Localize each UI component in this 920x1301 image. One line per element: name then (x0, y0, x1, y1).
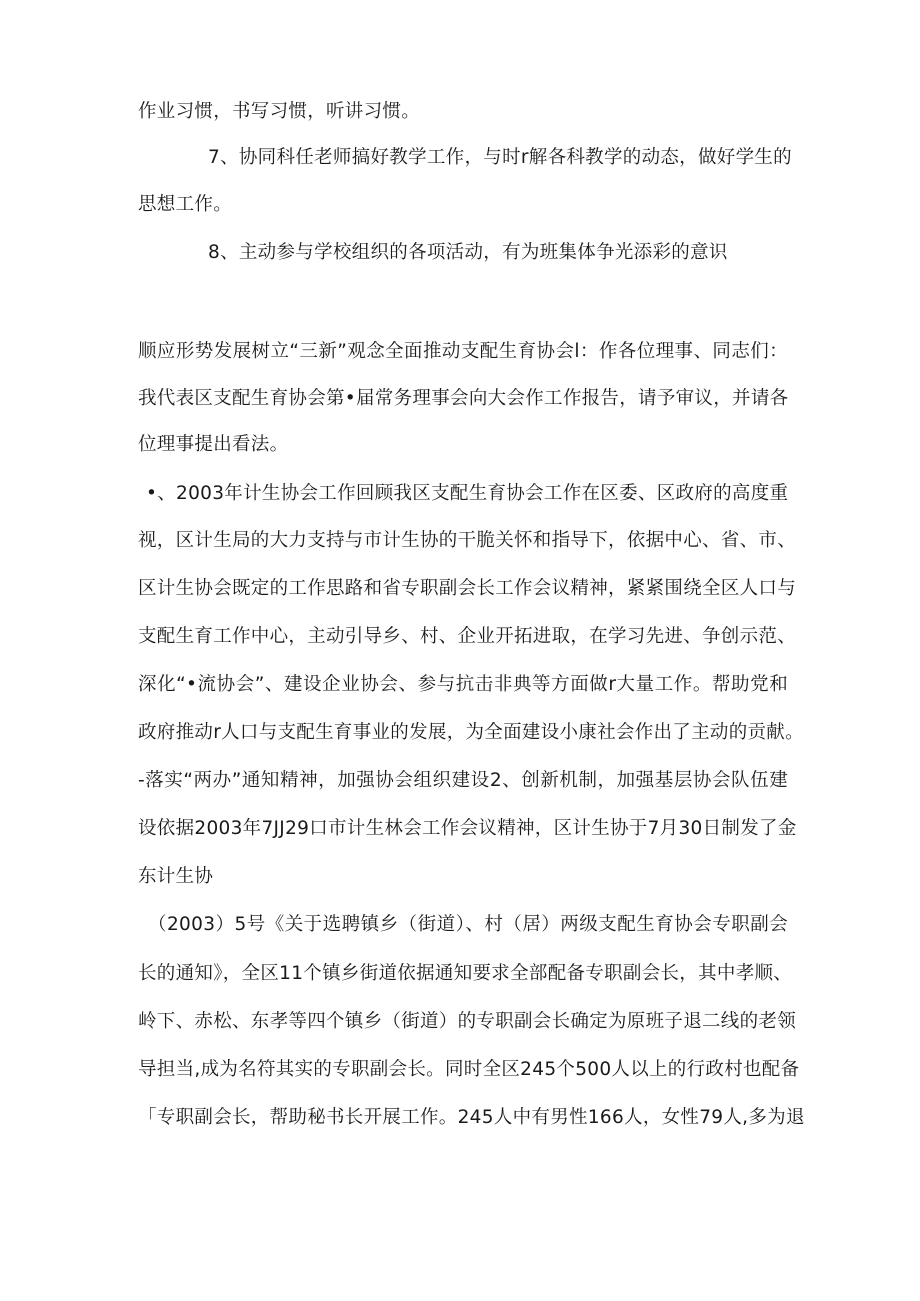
text-line-10: 区计生协会既定的工作思路和省专职副会长工作会议精神，紧紧围绕全区人口与 (138, 578, 797, 599)
text-line-21: 「专职副会长，帮助秘书长开展工作。245人中有男性166人，女性79人,多为退 (138, 1107, 805, 1128)
text-line-13: 政府推动r人口与支配生育事业的发展，为全面建设小康社会作出了主动的贡献。 (138, 722, 804, 743)
text-line-6: 我代表区支配生育协会第•届常务理事会向大会作工作报告，请予审议，并请各 (138, 388, 789, 409)
text-line-8: •、2003年计生协会工作回顾我区支配生育协会工作在区委、区政府的高度重 (146, 483, 789, 504)
text-line-12: 深化“•流协会”、建设企业协会、参与抗击非典等方面做r大量工作。帮助党和 (138, 674, 788, 695)
text-line-2: 7、协同科任老师搞好教学工作，与时r解各科教学的动态，做好学生的 (208, 147, 792, 168)
text-line-4: 8、主动参与学校组织的各项活动，有为班集体争光添彩的意识 (208, 242, 728, 263)
text-line-18: 长的通知》，全区11个镇乡街道依据通知要求全部配备专职副会长，其中孝顺、 (138, 963, 793, 984)
text-line-17: （2003）5号《关于选聘镇乡（街道）、村（居）两级支配生育协会专职副会 (148, 914, 788, 935)
text-line-3: 思想工作。 (138, 194, 233, 215)
text-line-1: 作业习惯，书写习惯，听讲习惯。 (138, 101, 421, 122)
text-line-20: 导担当,成为名符其实的专职副会长。同时全区245个500人以上的行政村也配备 (138, 1059, 800, 1080)
text-line-19: 岭下、赤松、东孝等四个镇乡（街道）的专职副会长确定为原班子退二线的老领 (138, 1011, 797, 1032)
text-line-11: 支配生育工作中心，主动引导乡、村、企业开拓进取，在学习先进、争创示范、 (138, 626, 797, 647)
text-line-5: 顺应形势发展树立“三新”观念全面推动支配生育协会l：作各位理事、同志们： (138, 341, 788, 362)
text-line-9: 视，区计生局的大力支持与市计生协的干脆关怀和指导下，依据中心、省、市、 (138, 530, 797, 551)
text-line-16: 东计生协 (138, 866, 214, 887)
text-line-14: -落实“两办”通知精神，加强协会组织建设2、创新机制，加强基层协会队伍建 (138, 770, 788, 791)
text-line-15: 设依据2003年7JJ29口市计生林会工作会议精神，区计生协于7月30日制发了金 (138, 818, 797, 839)
text-line-7: 位理事提出看法。 (138, 434, 289, 455)
